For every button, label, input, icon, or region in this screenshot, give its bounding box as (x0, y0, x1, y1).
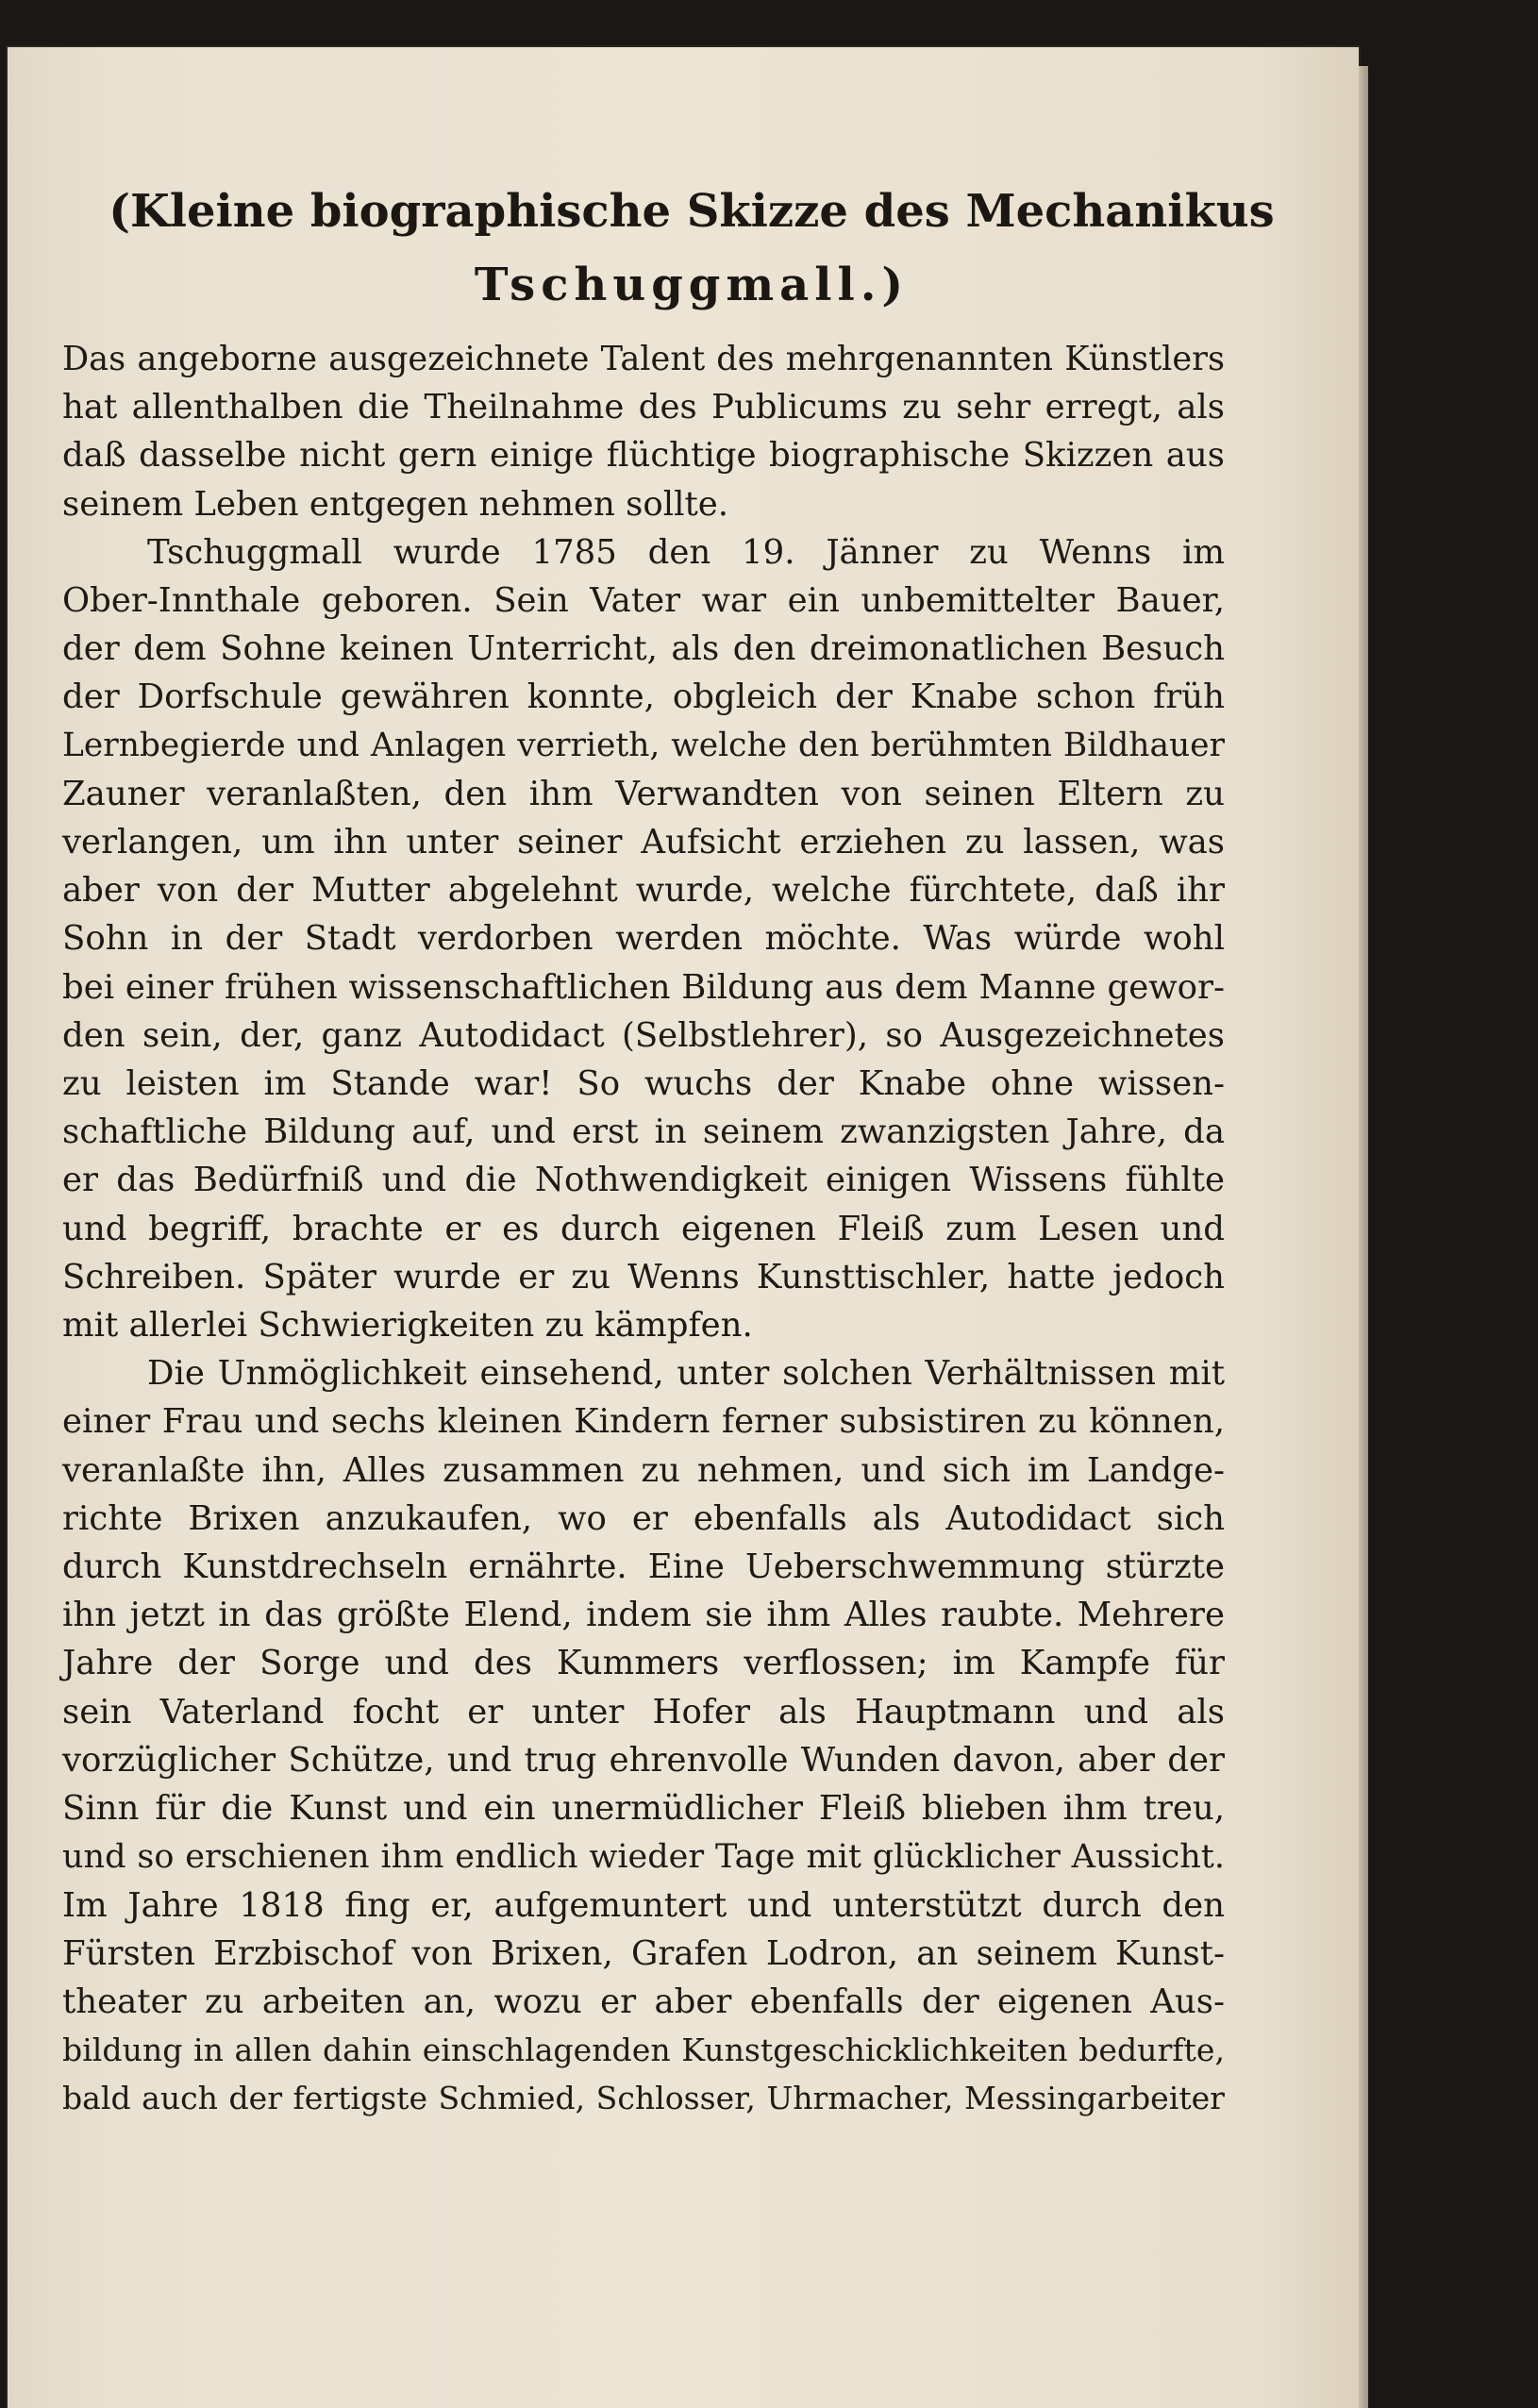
text-line: der Dorfschule gewähren konnte, obgleich der Knabe schon früh (62, 677, 1225, 717)
text-line: hat allenthalben die Theilnahme des Publicums zu sehr erregt, als (62, 388, 1225, 427)
text-line: verlangen, um ihn unter seiner Aufsicht erziehen zu lassen, was (62, 823, 1225, 862)
text-line: Im Jahre 1818 fing er, aufgemuntert und unterstützt durch den (62, 1885, 1225, 1925)
text-line: Die Unmöglichkeit einsehend, unter solchen Verhältnissen mit (147, 1354, 1225, 1394)
text-line: vorzüglicher Schütze, und trug ehrenvolle Wunden davon, aber der (62, 1740, 1225, 1780)
section-heading (102, 175, 1281, 322)
text-line: ihn jetzt in das größte Elend, indem sie ihm Alles raubte. Mehrere (62, 1596, 1225, 1635)
paragraph-3 (62, 1349, 1225, 2122)
text-line: richte Brixen anzukaufen, wo er ebenfalls als Autodidact sich (62, 1498, 1225, 1538)
text-line: Sinn für die Kunst und ein unermüdlicher Fleiß blieben ihm treu, (62, 1789, 1225, 1829)
book-page (8, 47, 1359, 2408)
text-line: einer Frau und sechs kleinen Kindern ferner subsistiren zu können, (62, 1402, 1225, 1442)
text-line: und so erschienen ihm endlich wieder Tage mit glücklicher Aussicht. (62, 1837, 1225, 1877)
paragraph-1 (62, 335, 1225, 528)
paragraph-2 (62, 528, 1225, 1349)
text-line: er das Bedürfniß und die Nothwendigkeit einigen Wissens fühlte (62, 1161, 1225, 1200)
text-line: mit allerlei Schwierigkeiten zu kämpfen. (62, 1306, 753, 1346)
text-line: Das angeborne ausgezeichnete Talent des mehrgenannten Künstlers (62, 340, 1225, 378)
text-line: den sein, der, ganz Autodidact (Selbstlehrer), so Ausgezeichnetes (62, 1015, 1225, 1055)
text-line: Tschuggmall wurde 1785 den 19. Jänner zu Wenns im (147, 532, 1225, 572)
text-line: seinem Leben entgegen nehmen sollte. (62, 484, 729, 524)
text-line: aber von der Mutter abgelehnt wurde, welche fürchtete, daß ihr (62, 871, 1225, 911)
text-line: Jahre der Sorge und des Kummers verflossen; im Kampfe für (62, 1644, 1225, 1683)
text-line: durch Kunstdrechseln ernährte. Eine Ueberschwemmung stürzte (62, 1547, 1225, 1587)
text-line: schaftliche Bildung auf, und erst in seinem zwanzigsten Jahre, da (62, 1112, 1225, 1152)
text-line: theater zu arbeiten an, wozu er aber ebenfalls der eigenen Aus- (62, 1982, 1225, 2021)
text-line: bald auch der fertigste Schmied, Schlosser, Uhrmacher, Messingarbeiter (62, 2080, 1225, 2117)
text-line: veranlaßte ihn, Alles zusammen zu nehmen, und sich im Landge- (62, 1450, 1225, 1490)
text-line: Fürsten Erzbischof von Brixen, Grafen Lodron, an seinem Kunst- (62, 1933, 1225, 1973)
page-edge (1359, 66, 1368, 2408)
text-line: Zauner veranlaßten, den ihm Verwandten von seinen Eltern zu (62, 774, 1225, 813)
text-line: sein Vaterland focht er unter Hofer als Hauptmann und als (62, 1692, 1225, 1731)
text-line: bei einer frühen wissenschaftlichen Bildung aus dem Manne gewor- (62, 967, 1225, 1007)
text-line: Schreiben. Später wurde er zu Wenns Kunsttischler, hatte jedoch (62, 1257, 1225, 1296)
text-line: Lernbegierde und Anlagen verrieth, welche den berühmten Bildhauer (62, 726, 1225, 764)
heading-line-1: (Kleine biographische Skizze des Mechanikus (109, 185, 1275, 238)
text-line: daß dasselbe nicht gern einige flüchtige biographische Skizzen aus (62, 436, 1225, 476)
text-line: zu leisten im Stande war! So wuchs der Knabe ohne wissen- (62, 1064, 1225, 1104)
body-text (62, 335, 1225, 2123)
heading-line-2: Tschuggmall.) (474, 259, 910, 311)
text-line: der dem Sohne keinen Unterricht, als den dreimonatlichen Besuch (62, 629, 1225, 669)
text-line: Ober-Innthale geboren. Sein Vater war ein unbemittelter Bauer, (62, 581, 1225, 621)
text-line: und begriff, brachte er es durch eigenen Fleiß zum Lesen und (62, 1209, 1225, 1248)
text-line: Sohn in der Stadt verdorben werden möchte. Was würde wohl (62, 919, 1225, 959)
text-line: bildung in allen dahin einschlagenden Kunstgeschicklichkeiten bedurfte, (62, 2032, 1225, 2069)
